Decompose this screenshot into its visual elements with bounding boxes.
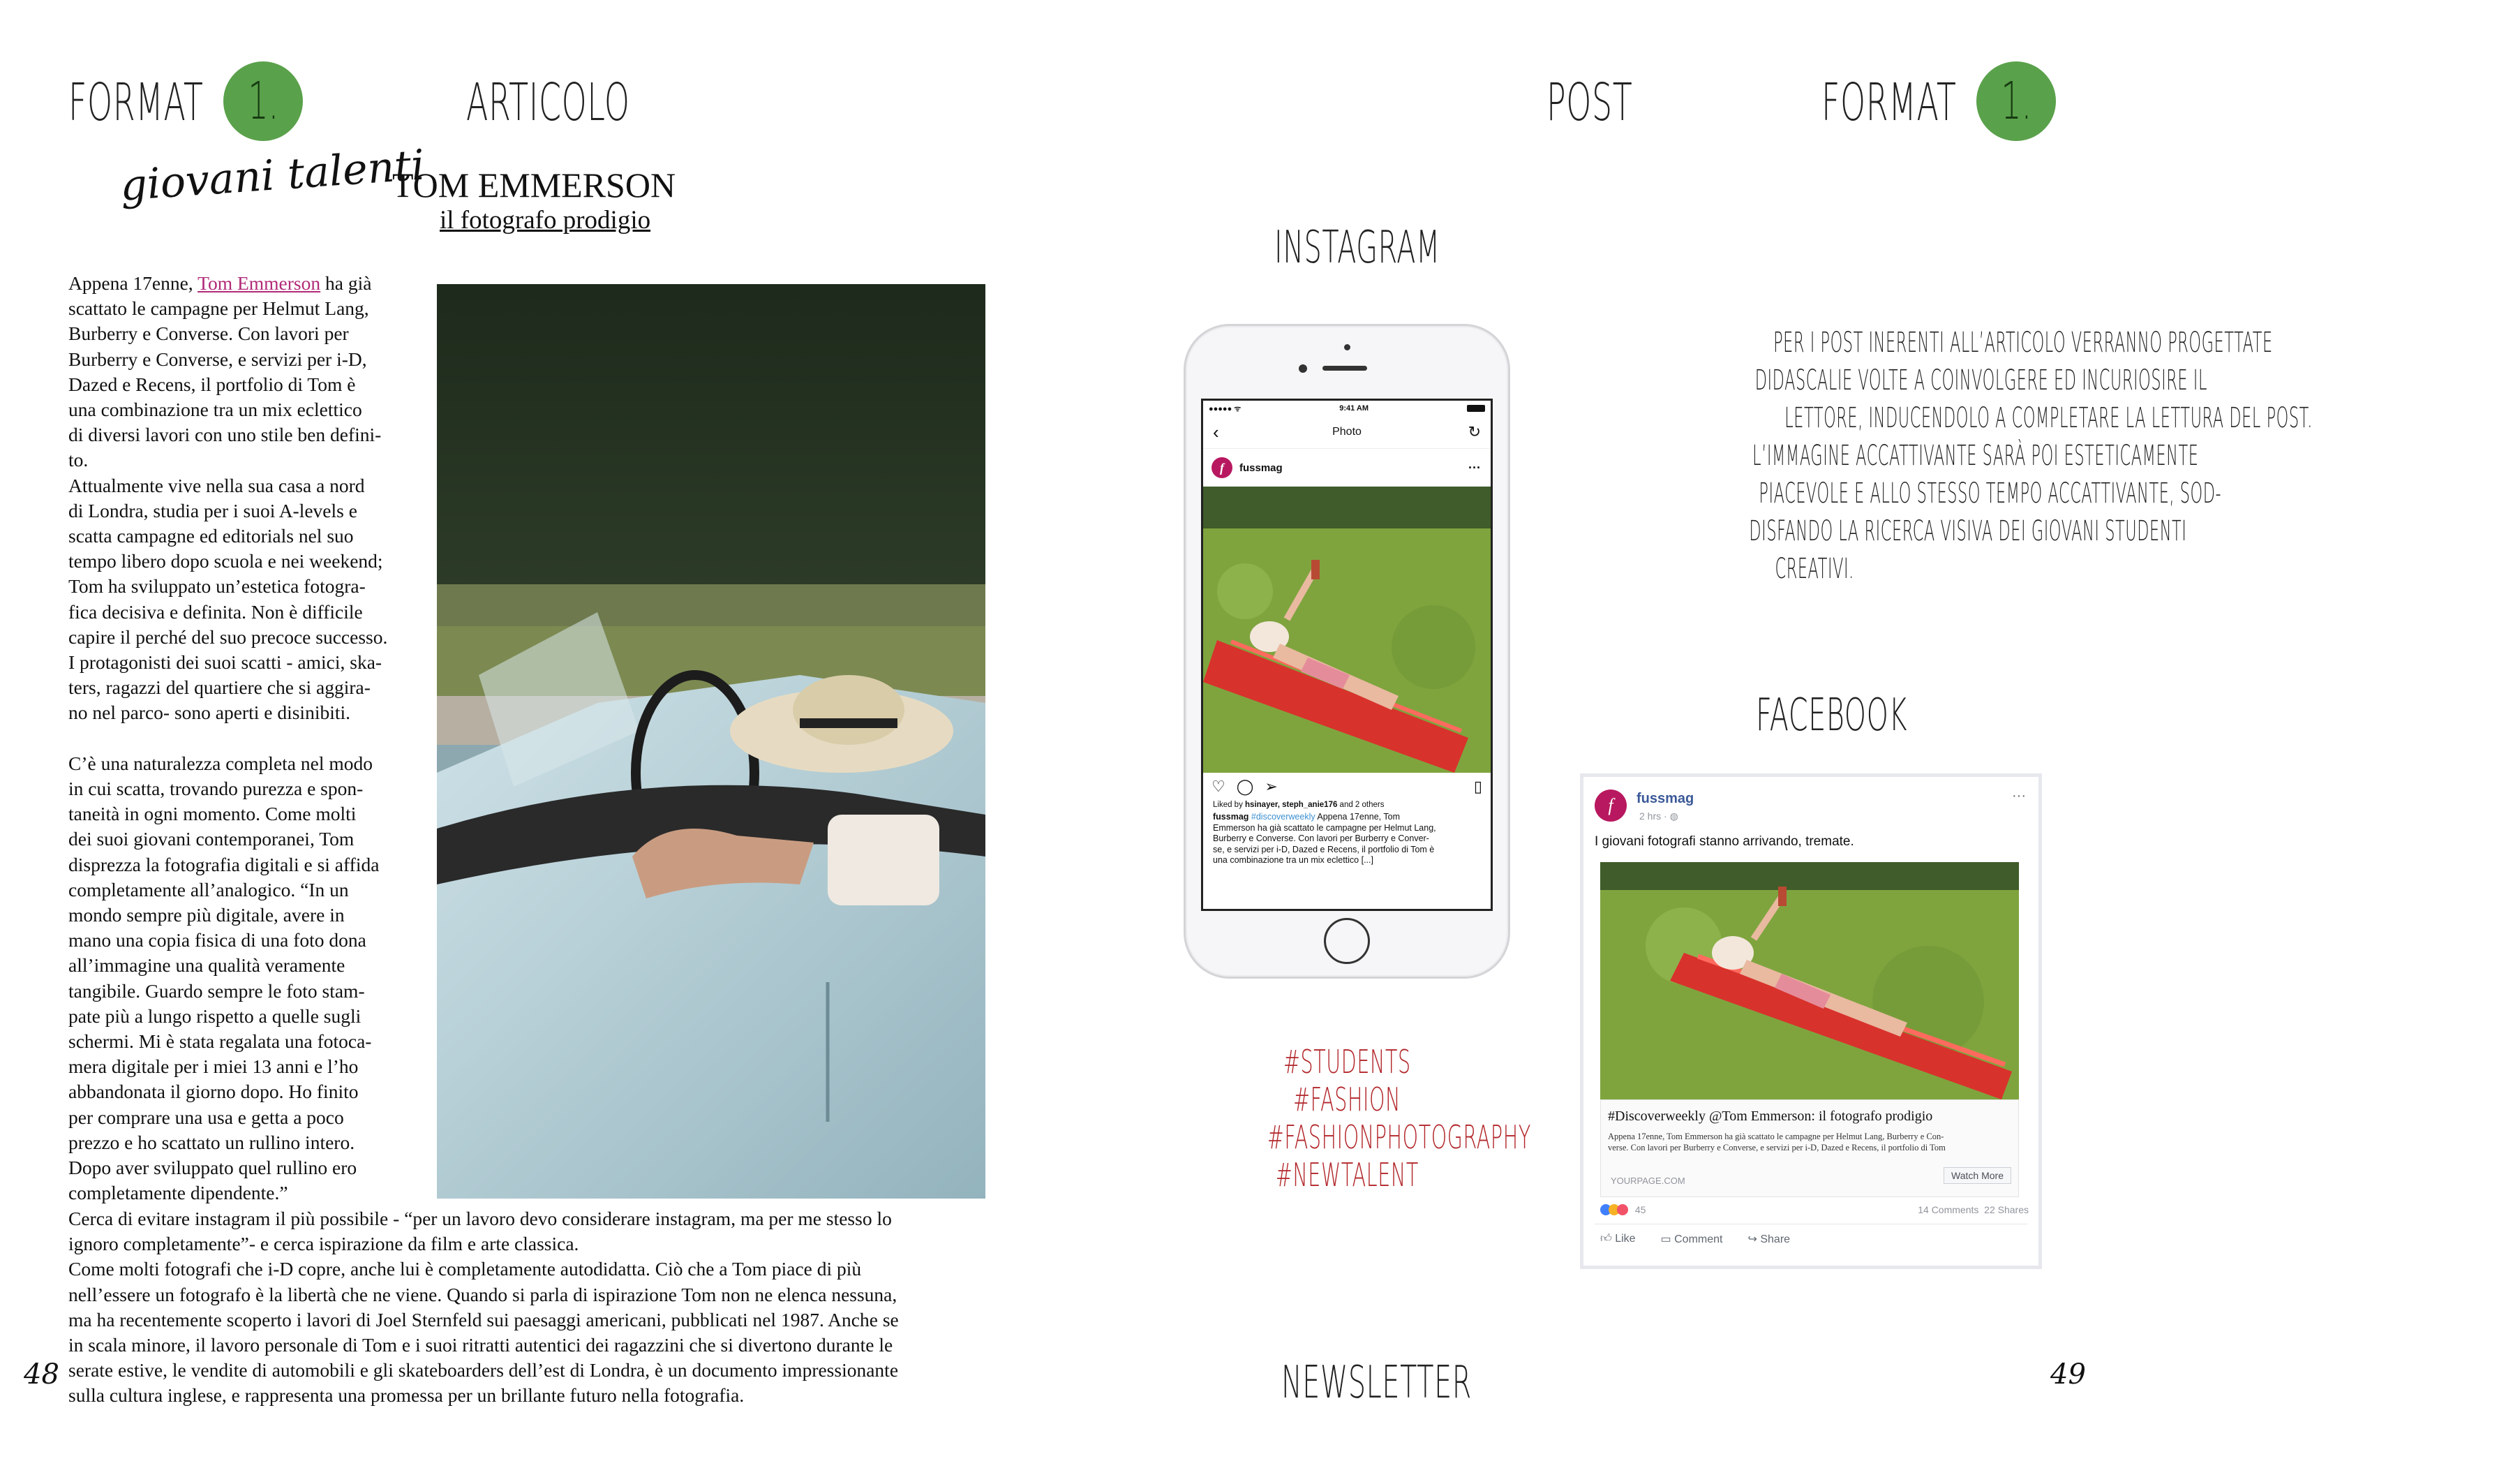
column-line: di diversi lavori con uno stile ben defini- [68, 424, 382, 446]
phone-speaker [1322, 366, 1367, 371]
refresh-icon[interactable]: ↻ [1468, 423, 1481, 440]
more-options-icon[interactable]: ··· [2012, 788, 2026, 803]
fb-action-bar [1600, 1232, 1790, 1246]
ig-caption-user: fussmag [1213, 812, 1249, 822]
wide-line: nell’essere un fotografo è la libertà che ne viene. Quando si parla di ispirazione Tom non ne elenca nessuna, [68, 1283, 897, 1305]
love-reaction-icon [1617, 1204, 1628, 1215]
battery-icon [1467, 405, 1485, 412]
column-line: Dopo aver sviluppato quel rullino ero [68, 1157, 357, 1179]
column-line: pate più a lungo rispetto a quelle sugli [68, 1005, 361, 1027]
article-column [68, 271, 417, 1206]
ig-caption: fussmag #discoverweekly Appena 17enne, Tom Emmerson ha già scattato le campagne per Helmut Lang, Burberry e Converse. Con lavori per Burberry e Conver- se, e servizi per i-D, Dazed e Recens, il portfolio di Tom è una combinazione tra un mix eclettico [...] [1213, 812, 1436, 865]
column-line: tangibile. Guardo sempre le foto stam- [68, 979, 365, 1002]
column-line: mera digitale per i miei 13 anni e l’ho [68, 1055, 359, 1078]
article-title: TOM EMMERSON [392, 165, 676, 205]
fb-link-domain: YOURPAGE.COM [1611, 1176, 1685, 1186]
instagram-screen [1201, 399, 1493, 911]
hashtag[interactable]: #STUDENTS [1283, 1043, 1411, 1081]
column-line: abbandonata il giorno dopo. Ho finito [68, 1081, 359, 1103]
page-number-left: 48 [24, 1358, 59, 1391]
fb-time: 2 hrs · ◍ [1639, 810, 1678, 822]
description-line: L’IMMAGINE ACCATTIVANTE SARÀ POI ESTETICAMENTE [1752, 440, 2199, 472]
fb-counts [1918, 1204, 2029, 1215]
column-line: I protagonisti dei suoi scatti - amici, ska- [68, 651, 382, 674]
column-line: completamente all’analogico. “In un [68, 878, 349, 900]
column-line: per comprare una usa e getta a poco [68, 1106, 344, 1128]
ig-liked-by: Liked by hsinayer, steph_anie176 and 2 others [1213, 801, 1385, 809]
share-arrow-icon: ↪ [1747, 1233, 1757, 1245]
description-line: PIACEVOLE E ALLO STESSO TEMPO ACCATTIVANTE, SOD- [1759, 477, 2222, 510]
wide-line: sulla cultura inglese, e rappresenta una promessa per un brillante futuro nella fotografia. [68, 1384, 745, 1407]
column-line: prezzo e ho scattato un rullino intero. [68, 1131, 355, 1153]
phone-front-camera [1299, 364, 1307, 373]
column-line: di Londra, studia per i suoi A-levels e [68, 499, 357, 521]
column-line: to. [68, 449, 89, 471]
tom-emmerson-link[interactable]: Tom Emmerson [197, 272, 321, 294]
ig-liked-users: hsinayer, steph_anie176 [1245, 801, 1338, 809]
fb-post-photo[interactable] [1600, 862, 2019, 1099]
home-button[interactable] [1324, 918, 1370, 964]
format-number-right: 1. [2001, 71, 2031, 131]
description-line: LETTORE, INDUCENDOLO A COMPLETARE LA LETTURA DEL POST. [1784, 402, 2313, 434]
column-line: scattato le campagne per Helmut Lang, [68, 297, 369, 320]
wide-line: Come molti fotografi che i-D copre, anche lui è completamente autodidatta. Ciò che a Tom piace di più [68, 1258, 862, 1280]
article-wide-text [68, 1206, 1004, 1409]
section-label-articolo: ARTICOLO [466, 73, 630, 133]
column-line: tempo libero dopo scuola e nei weekend; [68, 550, 383, 572]
ig-post-header [1203, 449, 1491, 487]
heart-icon[interactable]: ♡ [1211, 778, 1225, 795]
fb-post-text: I giovani fotografi stanno arrivando, tremate. [1595, 834, 1854, 849]
fb-reaction-count: 45 [1634, 1204, 1646, 1215]
fb-reactions[interactable] [1600, 1204, 1646, 1217]
fb-link-title: #Discoverweekly @Tom Emmerson: il fotografo prodigio [1608, 1109, 1933, 1124]
column-line: fica decisiva e definita. Non è difficile [68, 600, 363, 623]
fb-comment-count[interactable]: 14 Comments [1918, 1204, 1979, 1215]
ig-status-bar: ●●●●● ᯤ 9:41 AM [1203, 401, 1491, 416]
format-label-right: FORMAT [1821, 73, 1957, 133]
send-icon[interactable]: ➢ [1265, 778, 1278, 795]
format-label-left: FORMAT [68, 73, 204, 133]
column-line: no nel parco- sono aperti e disinibiti. [68, 702, 351, 724]
column-line: all’immagine una qualità veramente [68, 954, 345, 977]
phone-camera-dot [1344, 344, 1350, 350]
hashtag[interactable]: #FASHION [1293, 1081, 1401, 1118]
description-line: PER I POST INERENTI ALL’ARTICOLO VERRANNO PROGETTATE [1773, 327, 2273, 359]
column-line: una combinazione tra un mix eclettico [68, 399, 362, 421]
wide-line: Cerca di evitare instagram il più possibile - “per un lavoro devo considerare instagram, ma per me stesso lo [68, 1208, 892, 1229]
wide-line: ma ha recentemente scoperto i lavori di Joel Sternfeld sui paesaggi americani, pubblicati nel 1987. Anche se [68, 1308, 899, 1331]
bookmark-icon[interactable]: ▯ [1473, 778, 1482, 795]
column-line: ters, ragazzi del quartiere che si aggira- [68, 676, 371, 699]
hashtag[interactable]: #NEWTALENT [1275, 1156, 1419, 1194]
wide-line: serate estive, le vendite di automobili e gli skateboarders dell’est di Londra, è un documento impressionante [68, 1359, 899, 1381]
watch-more-button[interactable]: Watch More [1944, 1167, 2011, 1184]
fb-link-box[interactable] [1600, 1099, 2019, 1197]
ig-caption-tag: #discoverweekly [1251, 812, 1315, 822]
column-line: scatta campagne ed editorials nel suo [68, 525, 354, 547]
wide-lines [68, 1206, 1004, 1409]
column-line: dei suoi giovani contemporanei, Tom [68, 828, 355, 850]
article-subtitle: il fotografo prodigio [440, 206, 651, 235]
ig-username[interactable]: fussmag [1239, 461, 1283, 474]
fb-link-desc: Appena 17enne, Tom Emmerson ha già scattato le campagne per Helmut Lang, Burberry e Con- verse. Con lavori per Burberry e Converse, e servizi per i-D, Dazed e Recens, il portfolio di Tom [1608, 1132, 1946, 1152]
ig-avatar[interactable]: f [1211, 457, 1232, 478]
column-line: Tom ha sviluppato un’estetica fotogra- [68, 575, 366, 598]
fb-username[interactable]: fussmag [1636, 791, 1694, 806]
ig-action-bar [1203, 773, 1491, 801]
column-line: disprezza la fotografia digitali e si affida [68, 853, 380, 875]
column-line: in cui scatta, trovando purezza e spon- [68, 778, 364, 800]
format-number-badge-right [1976, 61, 2056, 141]
column-line: mondo sempre più digitale, avere in [68, 904, 345, 926]
facebook-post [1580, 773, 2042, 1269]
format-number-badge-left [223, 61, 303, 141]
ig-post-photo[interactable] [1203, 487, 1491, 773]
section-label-post: POST [1546, 73, 1633, 133]
more-options-icon[interactable]: ··· [1468, 460, 1481, 475]
column-line [68, 726, 417, 751]
hashtag[interactable]: #FASHIONPHOTOGRAPHY [1267, 1118, 1531, 1156]
fb-like-button[interactable]: 👍︎ Like [1600, 1233, 1636, 1245]
column-line: Dazed e Recens, il portfolio di Tom è [68, 373, 356, 395]
phone-mockup [1184, 324, 1510, 979]
column-line: Burberry e Converse. Con lavori per [68, 323, 349, 345]
fb-share-button[interactable]: ↪ Share [1747, 1233, 1791, 1245]
newsletter-label: NEWSLETTER [1281, 1357, 1472, 1409]
back-chevron-icon[interactable]: ‹ [1213, 422, 1219, 443]
fb-share-count[interactable]: 22 Shares [1984, 1204, 2029, 1215]
facebook-label: FACEBOOK [1756, 690, 1908, 741]
article-photo-vintage-car [437, 284, 985, 1199]
column-line: mano una copia fisica di una foto dona [68, 929, 366, 951]
page-number-right: 49 [2050, 1358, 2086, 1391]
script-label: giovani talenti [119, 140, 426, 211]
ig-status-time: 9:41 AM [1339, 404, 1369, 413]
description-line: DISFANDO LA RICERCA VISIVA DEI GIOVANI STUDENTI [1749, 515, 2187, 547]
column-line: taneità in ogni momento. Come molti [68, 803, 357, 825]
ig-nav-title: Photo [1332, 426, 1362, 438]
thumbs-up-icon: 👍︎ [1600, 1233, 1612, 1245]
ig-nav-bar [1203, 416, 1491, 449]
wide-line: ignoro completamente”- e cerca ispirazione da film e arte classica. [68, 1233, 579, 1255]
instagram-label: INSTAGRAM [1274, 222, 1440, 274]
comment-bubble-icon: ▭ [1660, 1233, 1671, 1245]
comment-icon[interactable]: ◯ [1236, 778, 1254, 795]
column-line: Attualmente vive nella sua casa a nord [68, 474, 365, 496]
format-number-left: 1. [248, 71, 278, 131]
description-line: CREATIVI. [1775, 553, 1854, 585]
fb-avatar[interactable]: f [1595, 790, 1627, 822]
column-line: completamente dipendente.” [68, 1182, 288, 1204]
column-line: Burberry e Converse, e servizi per i-D, [68, 348, 367, 370]
description-line: DIDASCALIE VOLTE A COINVOLGERE ED INCURIOSIRE IL [1754, 364, 2207, 396]
fb-comment-button[interactable]: ▭ Comment [1660, 1233, 1723, 1245]
column-line: Appena 17enne, Tom Emmerson ha già [68, 272, 372, 294]
post-description [1577, 327, 2313, 591]
wide-line: in scala minore, il lavoro personale di Tom e i suoi ritratti autentici dei ragazzini che si divertono durante le [68, 1334, 893, 1356]
hashtag-list [1186, 1043, 1531, 1194]
column-lines [68, 296, 417, 1206]
column-line: C’è una naturalezza completa nel modo [68, 752, 373, 774]
column-line: schermi. Mi è stata regalata una fotoca- [68, 1030, 372, 1053]
column-line: capire il perché del suo precoce successo. [68, 625, 388, 648]
